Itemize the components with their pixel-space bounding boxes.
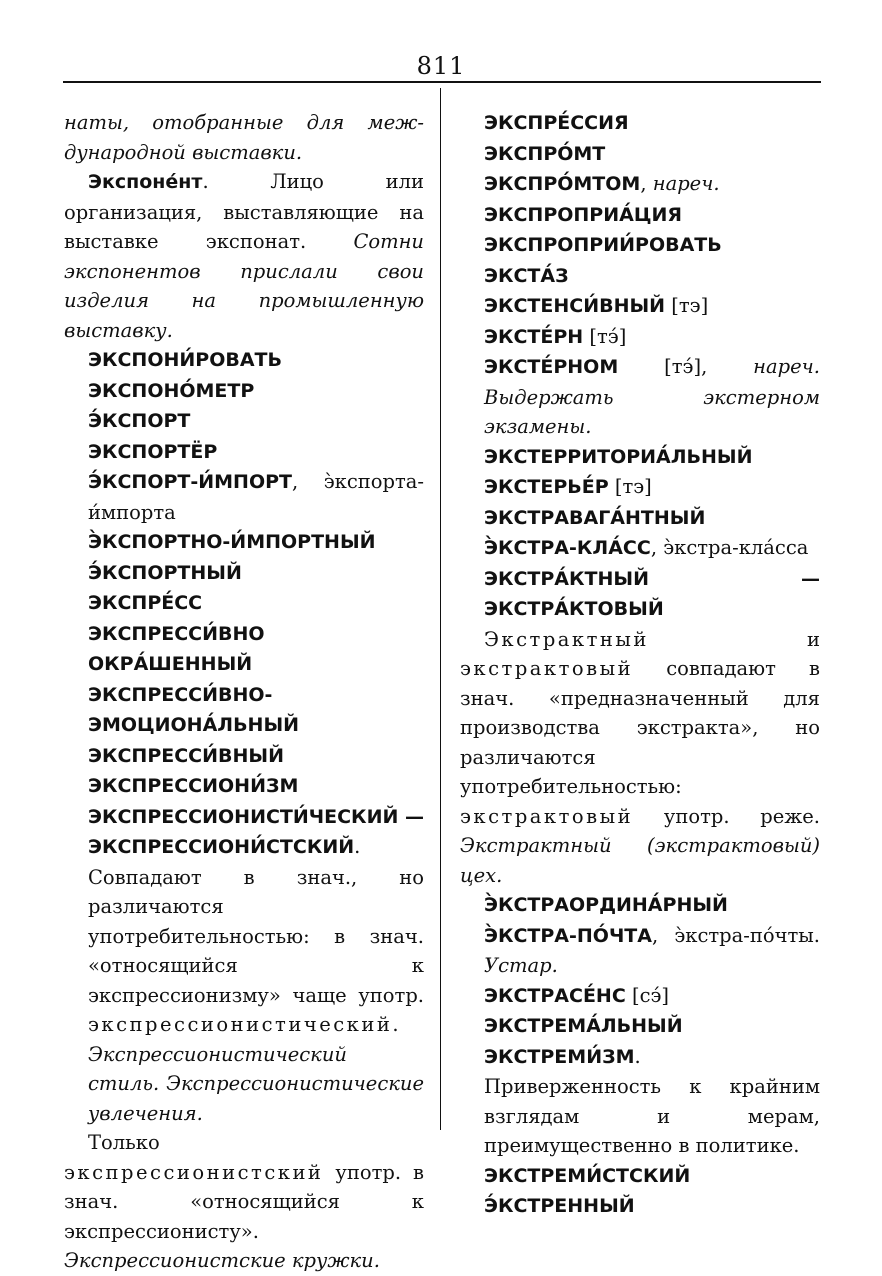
headword-entry — [64, 802, 424, 1129]
headword: Э́КСПОРТ — [88, 410, 191, 432]
headword-entry — [64, 558, 424, 589]
headword: ЭКСПОНО́МЕТР — [88, 379, 255, 402]
definition-text: [тэ] — [665, 294, 709, 317]
headword-entry — [460, 169, 820, 200]
headword: Э̀КСТРАОРДИНА́РНЫЙ — [484, 894, 728, 916]
headword-entry — [64, 406, 424, 437]
headword-entry — [460, 1191, 820, 1222]
headword: ЭКСТРАСЕ́НС — [484, 984, 626, 1007]
headword-entry — [460, 291, 820, 322]
headword: ЭКСПРЕ́ССИЯ — [484, 112, 629, 134]
spaced-word: экстрактовый — [460, 804, 634, 828]
headword: Экспоне́нт — [88, 171, 203, 193]
definition-text: . Лицо или организация, выставляющие на выставке экспонат. — [64, 170, 424, 253]
entry-paragraph — [460, 625, 820, 891]
definition-text: , э̀кстра-кла́сса — [650, 536, 809, 559]
definition-text: . — [392, 1013, 399, 1036]
spaced-word: экспрессионистический — [88, 1013, 393, 1036]
definition-text: [тэ́], — [618, 355, 754, 378]
headword-entry — [460, 139, 820, 170]
headword: ЭКСПРО́МТОМ — [484, 173, 641, 195]
headword-entry — [460, 503, 820, 534]
headword: ЭКСПРЕССИ́ВНО-ЭМОЦИОНА́ЛЬНЫЙ — [88, 683, 300, 736]
headword-entry — [64, 345, 424, 376]
entry-paragraph — [64, 167, 424, 345]
headword-entry — [460, 472, 820, 503]
headword-entry — [460, 921, 820, 981]
headword-entry — [460, 108, 820, 139]
definition-text: употр. реже. — [633, 804, 820, 828]
spaced-word: экспрессионистский — [64, 1160, 324, 1184]
headword: Э́КСПОРТНЫЙ — [88, 561, 242, 584]
example-text: наты, отобранные для меж-дународной выставки. — [64, 111, 424, 164]
example-text: Экспрессионистские кружки. — [64, 1249, 380, 1272]
headword-entry — [460, 230, 820, 261]
headword-entry — [460, 1161, 820, 1192]
definition-text: совпадают в знач. «предназначенный для производства экстракта», но различаются употребительностью: — [460, 657, 820, 798]
right-column — [460, 108, 820, 1222]
headword-entry — [460, 890, 820, 921]
example-text: Экспрессионистический стиль. Экспрессионистические увлечения. — [88, 1042, 424, 1125]
headword: Э̀КСПОРТНО-И́МПОРТНЫЙ — [88, 531, 376, 553]
headword-entry — [460, 442, 820, 473]
definition-text: [тэ́] — [583, 324, 627, 348]
example-text: Устар. — [484, 954, 558, 977]
headword: ЭКСТЕРЬЕ́Р — [484, 476, 609, 498]
definition-text: Только — [88, 1131, 160, 1154]
definition-text: . Совпадают в знач., но различаются употребительностью: в знач. «относящийся к экспрессионизму» чаще употр. — [88, 835, 424, 1007]
headword: ЭКСПРЕССИ́ВНЫЙ — [88, 744, 284, 767]
headword-entry — [460, 261, 820, 292]
headword: ЭКСПРОПРИИ́РОВАТЬ — [484, 234, 722, 256]
headword: ЭКСПОРТЁР — [88, 440, 218, 463]
headword-entry — [64, 527, 424, 558]
example-text: Сотни экспонентов прислали свои изделия на промышленную выставку. — [64, 230, 424, 342]
headword-entry — [460, 352, 820, 442]
definition-text: , э̀кспорта-и́мпорта — [88, 470, 424, 524]
header-rule — [63, 81, 821, 83]
headword-entry — [64, 376, 424, 407]
headword: ЭКСПРЕССИОНИ́ЗМ — [88, 775, 299, 797]
example-text: нареч. — [652, 172, 720, 195]
headword-entry — [460, 981, 820, 1012]
example-text: Экстрактный (экстрактовый) цех. — [460, 834, 820, 887]
headword: Э́КСПОРТ-И́МПОРТ — [88, 471, 292, 493]
headword: ЭКСТЕНСИ́ВНЫЙ — [484, 295, 666, 317]
headword: Э́КСТРЕННЫЙ — [484, 1195, 635, 1217]
headword-entry — [460, 564, 820, 625]
definition-text: , — [640, 172, 653, 195]
definition-text: [сэ́] — [625, 983, 670, 1007]
headword: ЭКСТРЕМИ́СТСКИЙ — [484, 1164, 691, 1187]
definition-text: употр. в знач. «относящийся к экспрессионисту». — [64, 1160, 424, 1243]
left-column — [64, 108, 424, 1276]
headword: ЭКСПОНИ́РОВАТЬ — [88, 349, 282, 371]
headword: ЭКСПРО́МТ — [484, 142, 606, 165]
page-number: 811 — [416, 52, 466, 80]
headword: ЭКСПРОПРИА́ЦИЯ — [484, 203, 682, 226]
headword: ЭКСПРЕССИОНИСТИ́ЧЕСКИЙ — ЭКСПРЕССИОНИ́СТСКИЙ — [88, 805, 424, 858]
headword-entry — [460, 533, 820, 564]
continuation-text — [64, 108, 424, 167]
headword: ЭКСТРА́КТНЫЙ — ЭКСТРА́КТОВЫЙ — [484, 567, 820, 620]
headword-entry — [460, 322, 820, 353]
definition-text: и — [648, 627, 820, 651]
headword: ЭКСТЕРРИТОРИА́ЛЬНЫЙ — [484, 445, 753, 468]
headword-entry — [460, 200, 820, 231]
headword-entry — [460, 1011, 820, 1042]
headword: ЭКСПРЕ́СС — [88, 592, 203, 614]
definition-text: , э̀кстра-по́чты. — [651, 923, 820, 947]
headword-entry — [64, 467, 424, 527]
headword-entry — [64, 588, 424, 619]
definition-text: [тэ] — [608, 475, 652, 498]
definition-text: . Приверженность к крайним взглядам и мерам, преимущественно в политике. — [484, 1044, 820, 1157]
spaced-word: экстрактовый — [460, 657, 634, 680]
example-text: нареч. Выдержать экстерном экзамены. — [484, 355, 820, 438]
headword-entry — [64, 437, 424, 468]
headword-entry — [64, 680, 424, 741]
headword: ЭКСТА́З — [484, 264, 569, 287]
headword: ЭКСТЕ́РНОМ — [484, 356, 619, 378]
headword-entry — [460, 1042, 820, 1161]
headword: ЭКСТРЕМИ́ЗМ — [484, 1045, 635, 1068]
headword: Э̀КСТРА-ПО́ЧТА — [484, 924, 652, 947]
headword: ЭКСПРЕССИ́ВНО ОКРА́ШЕННЫЙ — [88, 622, 265, 675]
headword: ЭКСТРЕМА́ЛЬНЫЙ — [484, 1015, 683, 1037]
headword-entry — [64, 741, 424, 772]
spaced-word: Экстрактный — [484, 627, 649, 651]
headword: Э̀КСТРА-КЛА́СС — [484, 537, 651, 559]
column-divider — [440, 88, 441, 1130]
headword: ЭКСТРАВАГА́НТНЫЙ — [484, 506, 706, 529]
headword-entry — [64, 771, 424, 802]
headword-entry — [64, 619, 424, 680]
headword: ЭКСТЕ́РН — [484, 325, 584, 348]
entry-paragraph — [64, 1128, 424, 1276]
